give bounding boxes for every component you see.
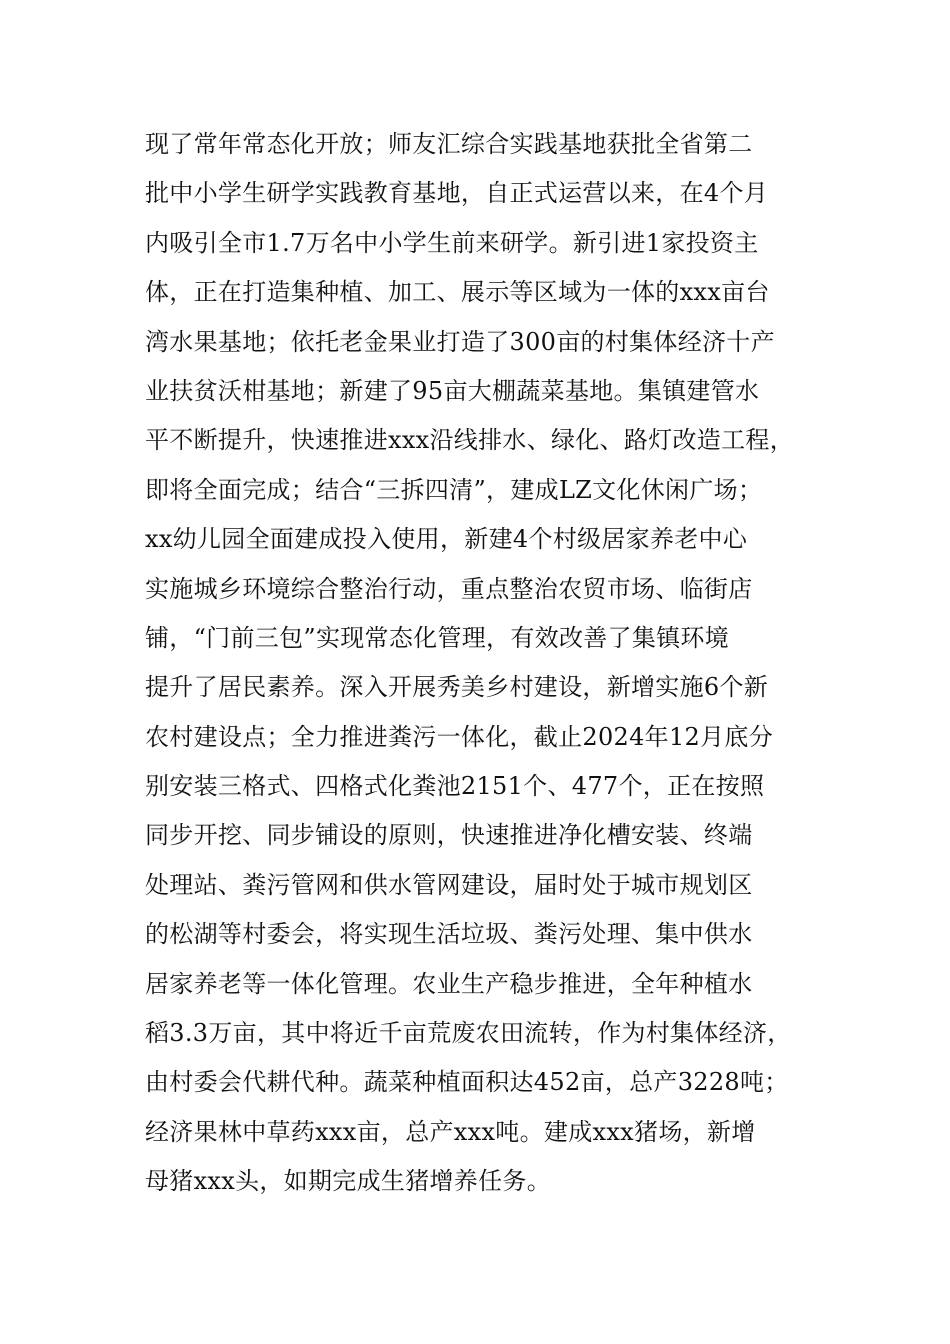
text-line: 的松湖等村委会，将实现生活垃圾、粪污处理、集中供水: [145, 920, 753, 949]
text-line: 由村委会代耕代种。蔬菜种植面积达452亩，总产3228吨；: [145, 1068, 789, 1097]
text-line: 农村建设点；全力推进粪污一体化，截止2024年12月底分: [145, 722, 774, 751]
text-line: 居家养老等一体化管理。农业生产稳步推进，全年种植水: [145, 969, 753, 998]
text-line: 母猪xxx头，如期完成生猪增养任务。: [145, 1167, 552, 1196]
text-line: 经济果林中草药xxx亩，总产xxx吨。建成xxx猪场，新增: [145, 1117, 756, 1146]
text-line: 内吸引全市1.7万名中小学生前来研学。新引进1家投资主: [145, 228, 759, 257]
text-line: 体，正在打造集种植、加工、展示等区域为一体的xxx亩台: [145, 278, 770, 307]
text-line: 平不断提升，快速推进xxx沿线排水、绿化、路灯改造工程，: [145, 426, 795, 455]
text-line: 铺，“门前三包”实现常态化管理，有效改善了集镇环境: [145, 623, 730, 652]
text-line: 处理站、粪污管网和供水管网建设，届时处于城市规划区: [145, 870, 753, 899]
text-line: 提升了居民素养。深入开展秀美乡村建设，新增实施6个新: [145, 673, 769, 702]
text-line: 同步开挖、同步铺设的原则，快速推进净化槽安装、终端: [145, 821, 753, 850]
body-paragraph: [145, 129, 845, 1216]
text-line: 批中小学生研学实践教育基地，自正式运营以来，在4个月: [145, 179, 769, 208]
text-line: 别安装三格式、四格式化粪池2151个、477个，正在按照: [145, 772, 765, 801]
text-line: 即将全面完成；结合“三拆四清”，建成LZ文化休闲广场；: [145, 475, 763, 504]
text-line: 现了常年常态化开放；师友汇综合实践基地获批全省第二: [145, 130, 753, 158]
text-line: 实施城乡环境综合整治行动，重点整治农贸市场、临街店: [145, 574, 753, 603]
text-line: 湾水果基地；依托老金果业打造了300亩的村集体经济十产: [145, 327, 775, 356]
text-line: xx幼儿园全面建成投入使用，新建4个村级居家养老中心: [145, 525, 748, 554]
text-line: 稻3.3万亩，其中将近千亩荒废农田流转，作为村集体经济，: [145, 1019, 792, 1048]
text-line: 业扶贫沃柑基地；新建了95亩大棚蔬菜基地。集镇建管水: [145, 376, 760, 405]
